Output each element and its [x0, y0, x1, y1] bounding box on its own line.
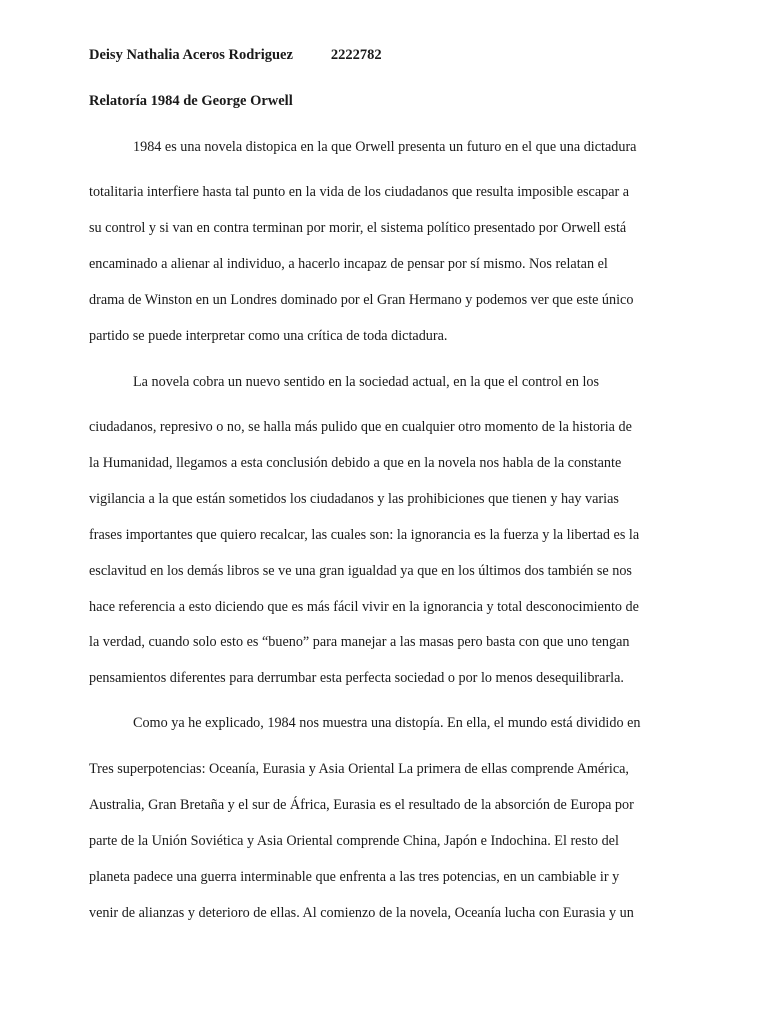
text-line: Tres superpotencias: Oceanía, Eurasia y Asia Oriental La primera de ellas comprende América,: [89, 761, 629, 777]
text-line: 1984 es una novela distopica en la que Orwell presenta un futuro en el que una dictadura: [133, 139, 637, 155]
text-line: La novela cobra un nuevo sentido en la sociedad actual, en la que el control en los: [133, 374, 600, 390]
author-name: Deisy Nathalia Aceros Rodriguez: [89, 47, 293, 63]
text-line: ciudadanos, represivo o no, se halla más pulido que en cualquier otro momento de la historia de: [89, 419, 632, 435]
text-line: totalitaria interfiere hasta tal punto en la vida de los ciudadanos que resulta imposible escapar a: [89, 184, 630, 200]
document-header: [89, 47, 382, 64]
text-line: esclavitud en los demás libros se ve una gran igualdad ya que en los últimos dos también se nos: [89, 563, 632, 579]
text-line: encaminado a alienar al individuo, a hacerlo incapaz de pensar por sí mismo. Nos relatan el: [89, 256, 608, 272]
text-line: planeta padece una guerra interminable que enfrenta a las tres potencias, en un cambiable ir y: [89, 869, 620, 885]
text-line: frases importantes que quiero recalcar, las cuales son: la ignorancia es la fuerza y la libertad es la: [89, 527, 640, 543]
text-line: Australia, Gran Bretaña y el sur de África, Eurasia es el resultado de la absorción de Europa por: [89, 797, 634, 813]
text-line: hace referencia a esto diciendo que es más fácil vivir en la ignorancia y total desconocimiento de: [89, 599, 639, 615]
text-line: vigilancia a la que están sometidos los ciudadanos y las prohibiciones que tienen y hay varias: [89, 491, 619, 507]
text-line: drama de Winston en un Londres dominado por el Gran Hermano y podemos ver que este único: [89, 292, 634, 308]
text-line: partido se puede interpretar como una crítica de toda dictadura.: [89, 328, 448, 344]
text-line: su control y si van en contra terminan por morir, el sistema político presentado por Orwell está: [89, 220, 627, 236]
text-line: Como ya he explicado, 1984 nos muestra una distopía. En ella, el mundo está dividido en: [133, 715, 641, 731]
document-title: Relatoría 1984 de George Orwell: [89, 93, 293, 109]
text-line: parte de la Unión Soviética y Asia Oriental comprende China, Japón e Indochina. El resto del: [89, 833, 619, 849]
text-line: venir de alianzas y deterioro de ellas. Al comienzo de la novela, Oceanía lucha con Eurasia y un: [89, 905, 634, 921]
student-id: 2222782: [330, 47, 382, 63]
text-line: la Humanidad, llegamos a esta conclusión debido a que en la novela nos habla de la constante: [89, 455, 622, 471]
text-line: pensamientos diferentes para derrumbar esta perfecta sociedad o por lo menos desequilibrarla.: [89, 670, 624, 686]
text-line: la verdad, cuando solo esto es “bueno” para manejar a las masas pero basta con que uno tengan: [89, 634, 630, 650]
